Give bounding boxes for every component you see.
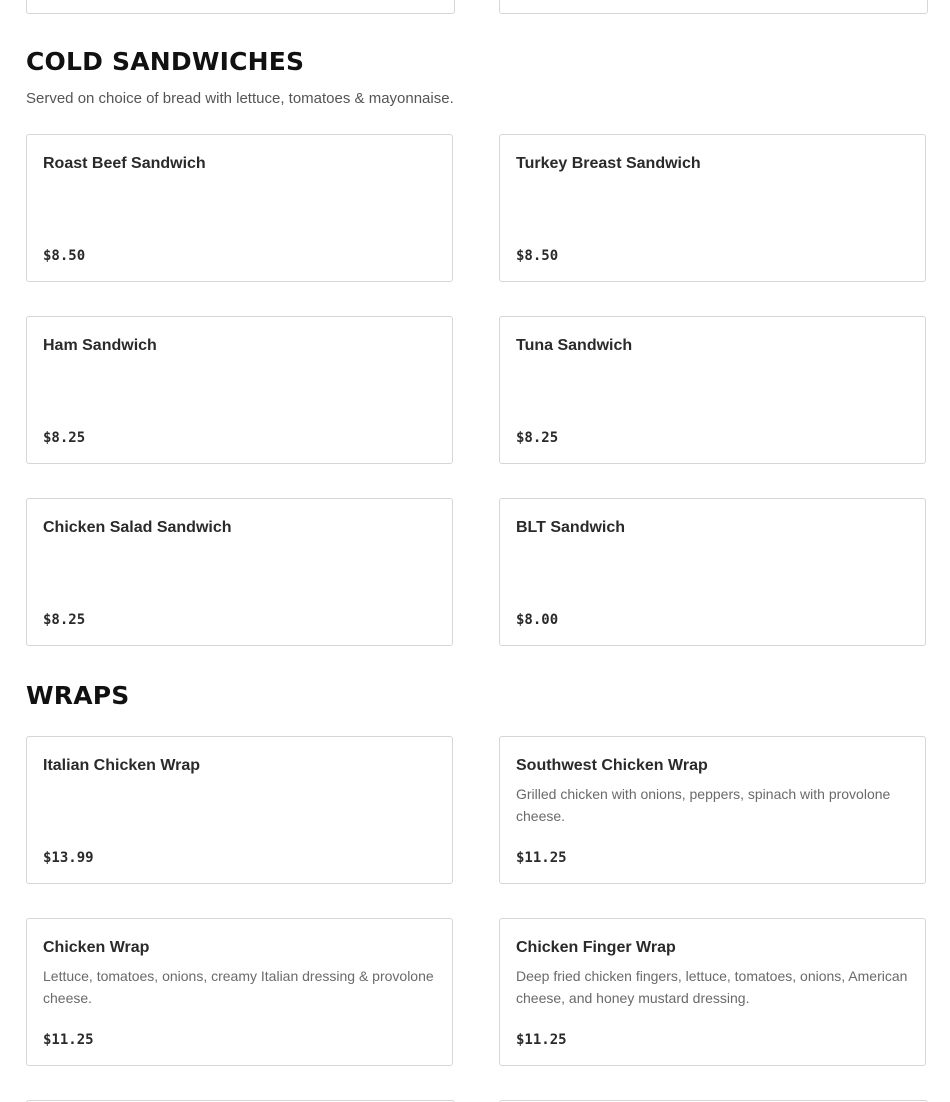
- section-header-cold-sandwiches: [26, 47, 928, 109]
- item-name: Italian Chicken Wrap: [43, 757, 201, 774]
- menu-item-card-italian-chicken-wrap[interactable]: [26, 736, 453, 884]
- menu-item-card-chicken-salad-sandwich[interactable]: [26, 498, 453, 646]
- item-price: $11.25: [516, 1032, 567, 1048]
- item-name: Ham Sandwich: [43, 337, 157, 354]
- menu-item-card-southwest-chicken-wrap[interactable]: [499, 736, 926, 884]
- menu-item-card-partial[interactable]: [26, 0, 455, 14]
- section-title: COLD SANDWICHES: [26, 47, 305, 76]
- item-price: $11.25: [516, 850, 567, 866]
- menu-item-card-tuna-sandwich[interactable]: [499, 316, 926, 464]
- item-description: Grilled chicken with onions, peppers, spinach with provolone cheese.: [516, 786, 891, 824]
- item-price: $8.25: [43, 612, 86, 628]
- item-name: Chicken Finger Wrap: [516, 939, 676, 956]
- item-name: Turkey Breast Sandwich: [516, 155, 701, 172]
- menu-item-card-turkey-breast-sandwich[interactable]: [499, 134, 926, 282]
- item-price: $11.25: [43, 1032, 94, 1048]
- item-price: $8.50: [516, 248, 559, 264]
- menu-item-card-chicken-wrap[interactable]: [26, 918, 453, 1066]
- item-name: BLT Sandwich: [516, 519, 626, 536]
- menu-item-card-roast-beef-sandwich[interactable]: [26, 134, 453, 282]
- section-header-wraps: [26, 681, 928, 711]
- item-name: Chicken Salad Sandwich: [43, 519, 232, 536]
- menu-item-card-chicken-finger-wrap[interactable]: [499, 918, 926, 1066]
- item-price: $8.25: [516, 430, 559, 446]
- item-name: Southwest Chicken Wrap: [516, 757, 708, 774]
- menu-item-card-blt-sandwich[interactable]: [499, 498, 926, 646]
- item-name: Chicken Wrap: [43, 939, 150, 956]
- item-description: Deep fried chicken fingers, lettuce, tomatoes, onions, American cheese, and honey mustard dressing.: [516, 968, 908, 1006]
- item-price: $8.25: [43, 430, 86, 446]
- item-description: Lettuce, tomatoes, onions, creamy Italian dressing & provolone cheese.: [43, 968, 434, 1006]
- menu-item-card-partial[interactable]: [499, 0, 928, 14]
- item-name: Tuna Sandwich: [516, 337, 633, 354]
- menu-item-card-ham-sandwich[interactable]: [26, 316, 453, 464]
- section-title: WRAPS: [26, 681, 130, 710]
- section-description: Served on choice of bread with lettuce, tomatoes & mayonnaise.: [26, 90, 454, 107]
- item-price: $13.99: [43, 850, 94, 866]
- item-price: $8.00: [516, 612, 559, 628]
- item-price: $8.50: [43, 248, 86, 264]
- item-name: Roast Beef Sandwich: [43, 155, 206, 172]
